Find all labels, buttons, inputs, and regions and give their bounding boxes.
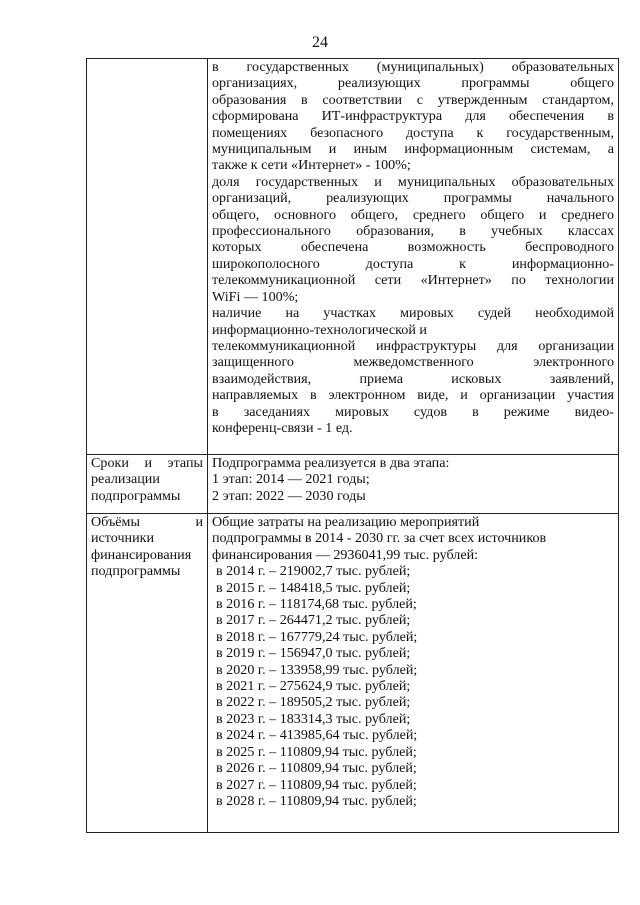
funding-intro-line: подпрограммы в 2014 - 2030 гг. за счет всех источников — [212, 530, 547, 547]
indicator-line: защищенного межведомственного электронного — [212, 354, 614, 371]
indicators-cell — [208, 59, 619, 455]
indicator-line: в заседаниях мировых судов в режиме видео- — [212, 403, 614, 420]
stages-value-cell — [208, 455, 619, 514]
indicator-line: широкополосного доступа к информационно- — [212, 255, 614, 272]
funding-label-line: Объёмы и — [91, 514, 203, 530]
funding-intro-line: финансирования — 2936041,99 тыс. рублей: — [212, 546, 479, 563]
funding-year-line: в 2025 г. – 110809,94 тыс. рублей; — [216, 743, 417, 760]
indicator-line: также к сети «Интернет» - 100%; — [212, 157, 411, 174]
stages-line: Подпрограмма реализуется в два этапа: — [212, 455, 450, 471]
indicator-line: организациях, реализующих программы общего — [212, 75, 614, 92]
stages-line: 2 этап: 2022 — 2030 годы — [212, 487, 366, 504]
stages-label-line: Сроки и этапы — [91, 455, 203, 471]
indicator-line: информационно-технологической и — [212, 321, 427, 338]
funding-label-line: финансирования — [91, 546, 192, 563]
stages-label-cell — [87, 455, 208, 514]
funding-year-line: в 2022 г. – 189505,2 тыс. рублей; — [216, 694, 411, 711]
funding-year-line: в 2016 г. – 118174,68 тыс. рублей; — [216, 596, 417, 613]
indicator-line: организаций, реализующих программы начального — [212, 190, 614, 207]
stages-label-line: реализации — [91, 471, 160, 488]
indicator-line: которых обеспечена возможность беспроводного — [212, 239, 614, 256]
funding-year-line: в 2020 г. – 133958,99 тыс. рублей; — [216, 661, 418, 678]
funding-year-line: в 2026 г. – 110809,94 тыс. рублей; — [216, 760, 417, 777]
indicator-line: образования в соответствии с утвержденным стандартом, — [212, 91, 614, 108]
indicator-line: профессионального образования, в учебных классах — [212, 223, 614, 240]
subprogram-passport-table — [86, 58, 619, 833]
funding-year-line: в 2027 г. – 110809,94 тыс. рублей; — [216, 776, 417, 793]
indicator-line: общего, основного общего, среднего общего и среднего — [212, 206, 614, 223]
indicator-line: взаимодействия, приема исковых заявлений, — [212, 370, 614, 387]
stages-label-line: подпрограммы — [91, 487, 181, 504]
indicator-line: наличие на участках мировых судей необходимой — [212, 305, 614, 322]
table-row-funding — [87, 514, 619, 833]
funding-year-line: в 2021 г. – 275624,9 тыс. рублей; — [216, 678, 411, 695]
indicator-line: телекоммуникационной сети «Интернет» по технологии — [212, 272, 614, 289]
table-row-stages — [87, 455, 619, 514]
funding-year-line: в 2015 г. – 148418,5 тыс. рублей; — [216, 579, 411, 596]
funding-year-line: в 2028 г. – 110809,94 тыс. рублей; — [216, 792, 417, 809]
page-number: 24 — [312, 34, 328, 51]
funding-year-line: в 2014 г. – 219002,7 тыс. рублей; — [216, 563, 411, 580]
funding-years-list — [212, 563, 614, 809]
funding-year-line: в 2018 г. – 167779,24 тыс. рублей; — [216, 628, 418, 645]
indicator-line: WiFi — 100%; — [212, 288, 299, 305]
indicator-line: доля государственных и муниципальных образовательных — [212, 173, 614, 190]
funding-year-line: в 2019 г. – 156947,0 тыс. рублей; — [216, 645, 411, 662]
indicator-line: в государственных (муниципальных) образовательных — [212, 59, 614, 75]
funding-label-line: источники — [91, 530, 155, 547]
funding-year-line: в 2024 г. – 413985,64 тыс. рублей; — [216, 727, 418, 744]
stages-line: 1 этап: 2014 — 2021 годы; — [212, 471, 370, 488]
indicator-line: конференц-связи - 1 ед. — [212, 419, 353, 436]
funding-label-cell — [87, 514, 208, 833]
indicator-line: направляемых в электронном виде, и организации участия — [212, 387, 614, 404]
row-label-empty — [87, 59, 208, 455]
funding-year-line: в 2017 г. – 264471,2 тыс. рублей; — [216, 612, 411, 629]
funding-label-line: подпрограммы — [91, 563, 181, 580]
indicator-line: сформирована ИТ-инфраструктура для обеспечения в — [212, 108, 614, 125]
indicator-line: муниципальным и иным информационным системам, а — [212, 141, 614, 158]
table-row-indicators — [87, 59, 619, 455]
indicator-line: помещениях безопасного доступа к государственным, — [212, 124, 614, 141]
funding-year-line: в 2023 г. – 183314,3 тыс. рублей; — [216, 710, 411, 727]
funding-value-cell — [208, 514, 619, 833]
funding-intro-line: Общие затраты на реализацию мероприятий — [212, 514, 480, 530]
indicators-text — [212, 59, 614, 436]
indicator-line: телекоммуникационной инфраструктуры для организации — [212, 337, 614, 354]
